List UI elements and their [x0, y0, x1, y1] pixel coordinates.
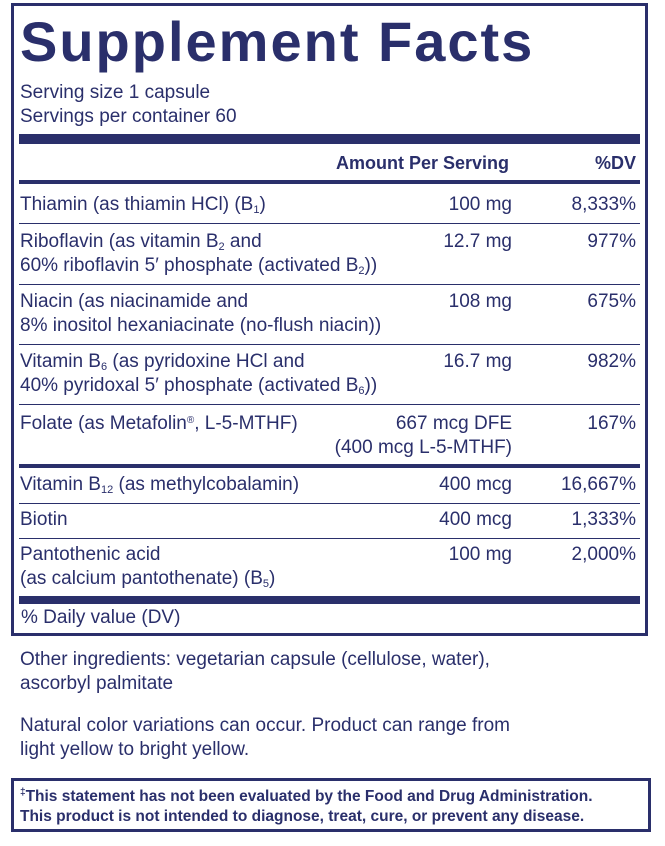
supplement-facts-panel [11, 3, 648, 636]
nutrient-amount: 100 mg [448, 544, 512, 565]
nutrient-amount: 100 mg [448, 194, 512, 215]
double-dagger-mark: ‡ [20, 787, 26, 798]
row-divider [19, 284, 640, 285]
nutrient-name-line2: 60% riboflavin 5′ phosphate (activated $B_2$)) [20, 255, 378, 277]
nutrient-name-line2: (as calcium pantothenate) $(B_5)$ [20, 568, 276, 590]
header-divider [19, 134, 640, 144]
nutrient-dv: 8,333% [571, 194, 636, 215]
nutrient-dv: 1,333% [571, 509, 636, 530]
nutrient-dv: 167% [587, 413, 636, 434]
fda-disclaimer-box [11, 778, 651, 832]
row-divider [19, 223, 640, 224]
nutrient-dv: 675% [587, 291, 636, 312]
amount-header: Amount Per Serving [336, 153, 510, 173]
serving-size: Serving size 1 capsule [20, 82, 211, 103]
panel-title: Supplement Facts [20, 10, 535, 73]
nutrient-name-line2: 8% inositol hexaniacinate (no-flush niacin)) [20, 315, 382, 336]
row-divider [19, 538, 640, 539]
servings-per-container: Servings per container 60 [20, 106, 237, 127]
other-ingredients: Other ingredients: vegetarian capsule (cellulose, water), ascorbyl palmitate [20, 649, 490, 694]
nutrient-amount: 12.7 mg [443, 231, 512, 252]
footer-divider [19, 596, 640, 604]
color-note: Natural color variations can occur. Product can range from light yellow to bright yellow. [20, 715, 511, 760]
nutrient-name: Pantothenic acid [20, 544, 161, 565]
nutrient-dv: 16,667% [560, 474, 636, 495]
nutrient-name: Biotin [20, 509, 68, 530]
nutrient-name: Vitamin $B_6$ (as pyridoxine HCl and [20, 351, 305, 373]
row-divider-thick [19, 464, 640, 468]
nutrient-name: Folate (as Metafolin®, L-5-MTHF) [20, 413, 298, 434]
nutrient-dv: 977% [587, 231, 636, 252]
nutrient-amount-line2: (400 mcg L-5-MTHF) [334, 437, 512, 458]
row-divider [19, 404, 640, 405]
nutrient-name: Riboflavin (as vitamin $B_2$ and [20, 231, 262, 253]
nutrient-name-line2: 40% pyridoxal 5′ phosphate (activated $B_6$)) [20, 375, 378, 397]
nutrient-amount: 400 mcg [439, 474, 512, 495]
header-bottom-rule [19, 180, 640, 184]
fda-disclaimer: ‡This statement has not been evaluated by the Food and Drug Administration. This product is not intended to diagnose, treat, cure, or prevent any disease. [20, 787, 593, 825]
row-divider [19, 344, 640, 345]
dv-header: %DV [594, 153, 636, 173]
nutrient-dv: 2,000% [571, 544, 636, 565]
nutrient-dv: 982% [587, 351, 636, 372]
nutrient-amount: 400 mcg [439, 509, 512, 530]
nutrient-amount: 667 mcg DFE [395, 413, 512, 434]
dv-footnote: % Daily value (DV) [21, 607, 181, 628]
nutrient-name: Vitamin $B_{12}$ (as methylcobalamin) [20, 474, 300, 496]
row-divider [19, 503, 640, 504]
nutrient-amount: 108 mg [448, 291, 512, 312]
nutrient-name: Niacin (as niacinamide and [20, 291, 249, 312]
nutrient-amount: 16.7 mg [443, 351, 512, 372]
nutrient-name: Thiamin (as thiamin HCl) $(B_1)$ [20, 194, 266, 216]
